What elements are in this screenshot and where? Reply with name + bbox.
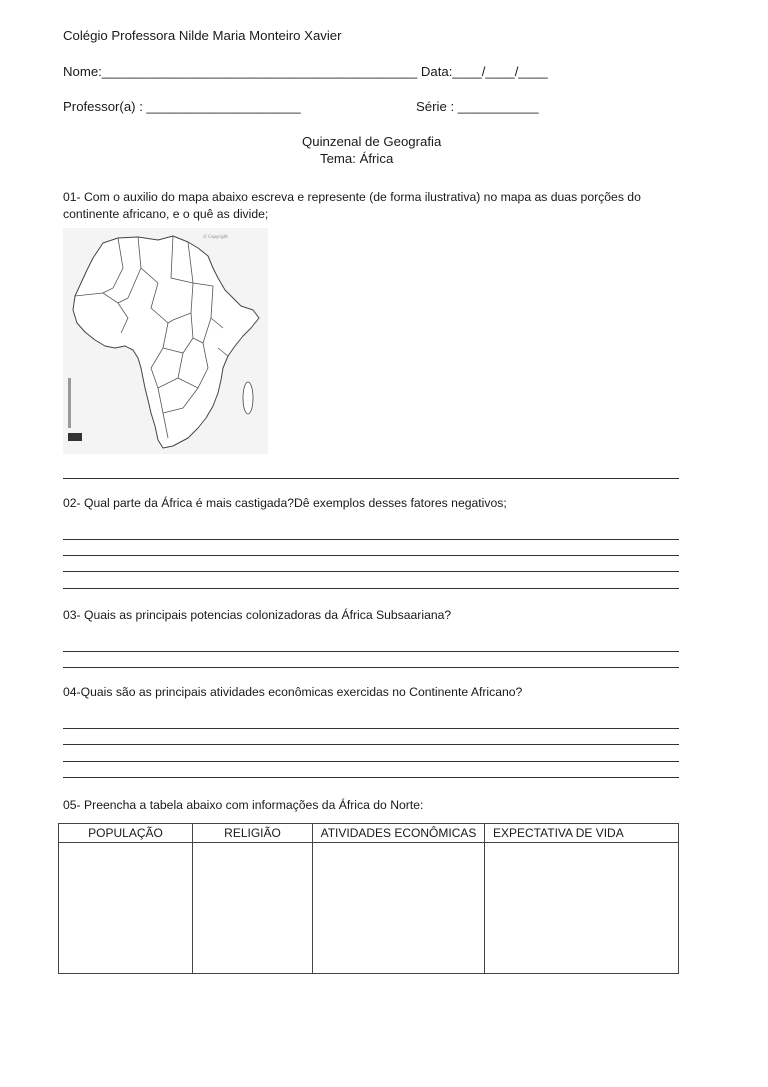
table-header-economic-activities: ATIVIDADES ECONÔMICAS (313, 824, 485, 843)
north-africa-table (58, 823, 679, 974)
table-cell-population[interactable] (59, 843, 193, 974)
africa-map (63, 228, 268, 454)
page-theme: Tema: África (320, 151, 394, 166)
school-name: Colégio Professora Nilde Maria Monteiro Xavier (63, 28, 342, 43)
question-5: 05- Preencha a tabela abaixo com informações da África do Norte: (63, 798, 424, 812)
question-4: 04-Quais são as principais atividades econômicas exercidas no Continente Africano? (63, 685, 523, 699)
question-3: 03- Quais as principais potencias colonizadoras da África Subsaariana? (63, 608, 452, 622)
question-1-line-1: 01- Com o auxilio do mapa abaixo escreva e represente (de forma ilustrativa) no mapa as duas porções do (63, 190, 641, 204)
table-cell-religion[interactable] (193, 843, 313, 974)
table-header-population: POPULAÇÃO (59, 824, 193, 843)
question-1-line-2: continente africano, e o quê as divide; (63, 207, 269, 221)
table-header-life-expectancy: EXPECTATIVA DE VIDA (485, 824, 679, 843)
teacher-line[interactable]: Professor(a) : _____________________ (63, 99, 301, 114)
name-date-line[interactable]: Nome:___________________________________________ Data:____/____/____ (63, 64, 548, 79)
page-title: Quinzenal de Geografia (302, 134, 442, 149)
svg-text:© Copyright: © Copyright (203, 234, 228, 239)
grade-line[interactable]: Série : ___________ (416, 99, 539, 114)
table-header-religion: RELIGIÃO (193, 824, 313, 843)
question-2: 02- Qual parte da África é mais castigada?Dê exemplos desses fatores negativos; (63, 496, 507, 510)
table-cell-life-expectancy[interactable] (485, 843, 679, 974)
table-cell-economic-activities[interactable] (313, 843, 485, 974)
